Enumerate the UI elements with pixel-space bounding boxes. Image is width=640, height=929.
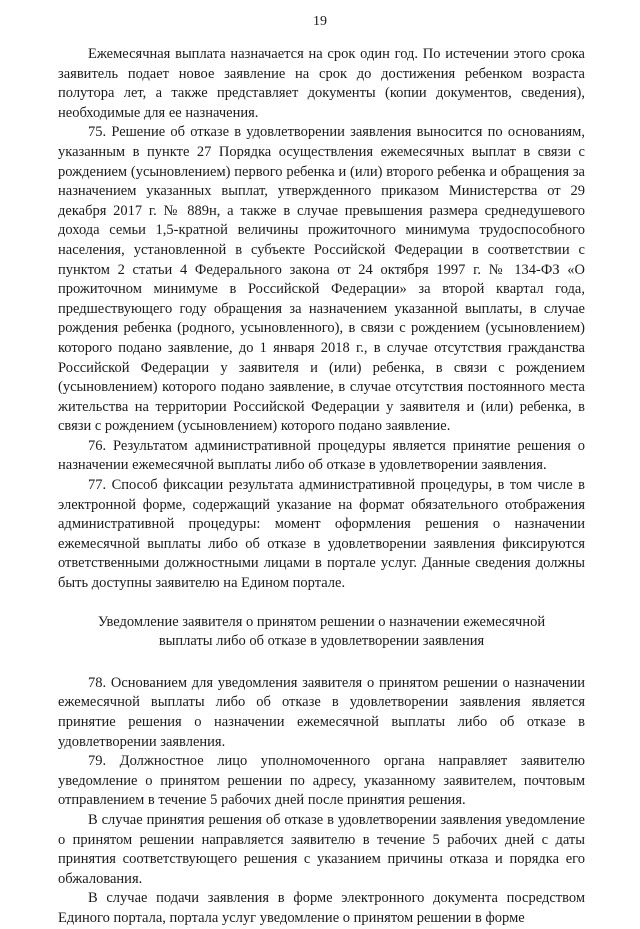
paragraph-monthly-payment-term: Ежемесячная выплата назначается на срок один год. По истечении этого срока заявитель подает новое заявление на срок до достижения ребенком возраста полутора лет, а также представляет документы (копии документов, сведения), необходимые для ее назначения. <box>58 46 585 121</box>
section-heading-line-2: выплаты либо об отказе в удовлетворении заявления <box>158 633 485 650</box>
paragraph-77-fixation-method: 77. Способ фиксации результата административной процедуры, в том числе в электронной форме, содержащий указание на формат обязательного отображения административной процедуры: момент оформления решения о назначении ежемесячной выплаты либо об отказе в удовлетворении заявления фиксируются ответственными должностными лицами в портале услуг. Данные сведения должны быть доступны заявителю на Едином портале. <box>58 477 585 592</box>
paragraph-78-notification-basis: 78. Основанием для уведомления заявителя о принятом решении о назначении ежемесячной выплаты либо об отказе в удовлетворении заявления является принятие решения о назначении ежемесячной выплаты либо об отказе в удовлетворении заявления. <box>58 674 585 750</box>
page-number: 19 <box>313 14 327 29</box>
paragraph-electronic-notification: В случае подачи заявления в форме электронного документа посредством Единого портала, портала услуг уведомление о принятом решении в форме <box>58 890 585 926</box>
section-heading <box>58 613 585 652</box>
paragraph-79-notification-mail: 79. Должностное лицо уполномоченного органа направляет заявителю уведомление о принятом решении по адресу, указанному заявителем, почтовым отправлением в течение 5 рабочих дней после принятия решения. <box>58 753 585 809</box>
paragraph-76-procedure-result: 76. Результатом административной процедуры является принятие решения о назначении ежемесячной выплаты либо об отказе в удовлетворении заявления. <box>58 437 585 474</box>
section-heading-line-1: Уведомление заявителя о принятом решении о назначении ежемесячной <box>97 613 546 630</box>
paragraph-75-refusal-grounds: 75. Решение об отказе в удовлетворении заявления выносится по основаниям, указанным в пункте 27 Порядка осуществления ежемесячных выплат в связи с рождением (усыновлением) первого ребенка и (или) второго ребенка и обращения за назначением указанных выплат, утвержденного приказом Министерства от 29 декабря 2017 г. № 889н, а также в случае превышения размера среднедушевого дохода семьи 1,5-кратной величины прожиточного минимума трудоспособного населения, установленной в субъекте Российской Федерации в соответствии с пунктом 2 статьи 4 Федерального закона от 24 октября 1997 г. № 134-ФЗ «О прожиточном минимуме в Российской Федерации» за второй квартал года, предшествующего году обращения за назначением указанной выплаты, в случае рождения ребенка (родного, усыновленного), в связи с рождением (усыновлением) которого подано заявление, до 1 января 2018 г., в случае отсутствия гражданства Российской Федерации у заявителя и (или) ребенка, в связи с рождением (усыновлением) которого подано заявление, в случае отсутствия постоянного места жительства на территории Российской Федерации у заявителя и (или) ребенка, в связи с рождением (усыновлением) которого подано заявление. <box>58 124 585 435</box>
paragraph-refusal-notification: В случае принятия решения об отказе в удовлетворении заявления уведомление о принятом решении направляется заявителю в течение 5 рабочих дней с даты принятия соответствующего решения с указанием причины отказа и порядка его обжалования. <box>58 811 585 887</box>
document-body <box>58 45 585 929</box>
